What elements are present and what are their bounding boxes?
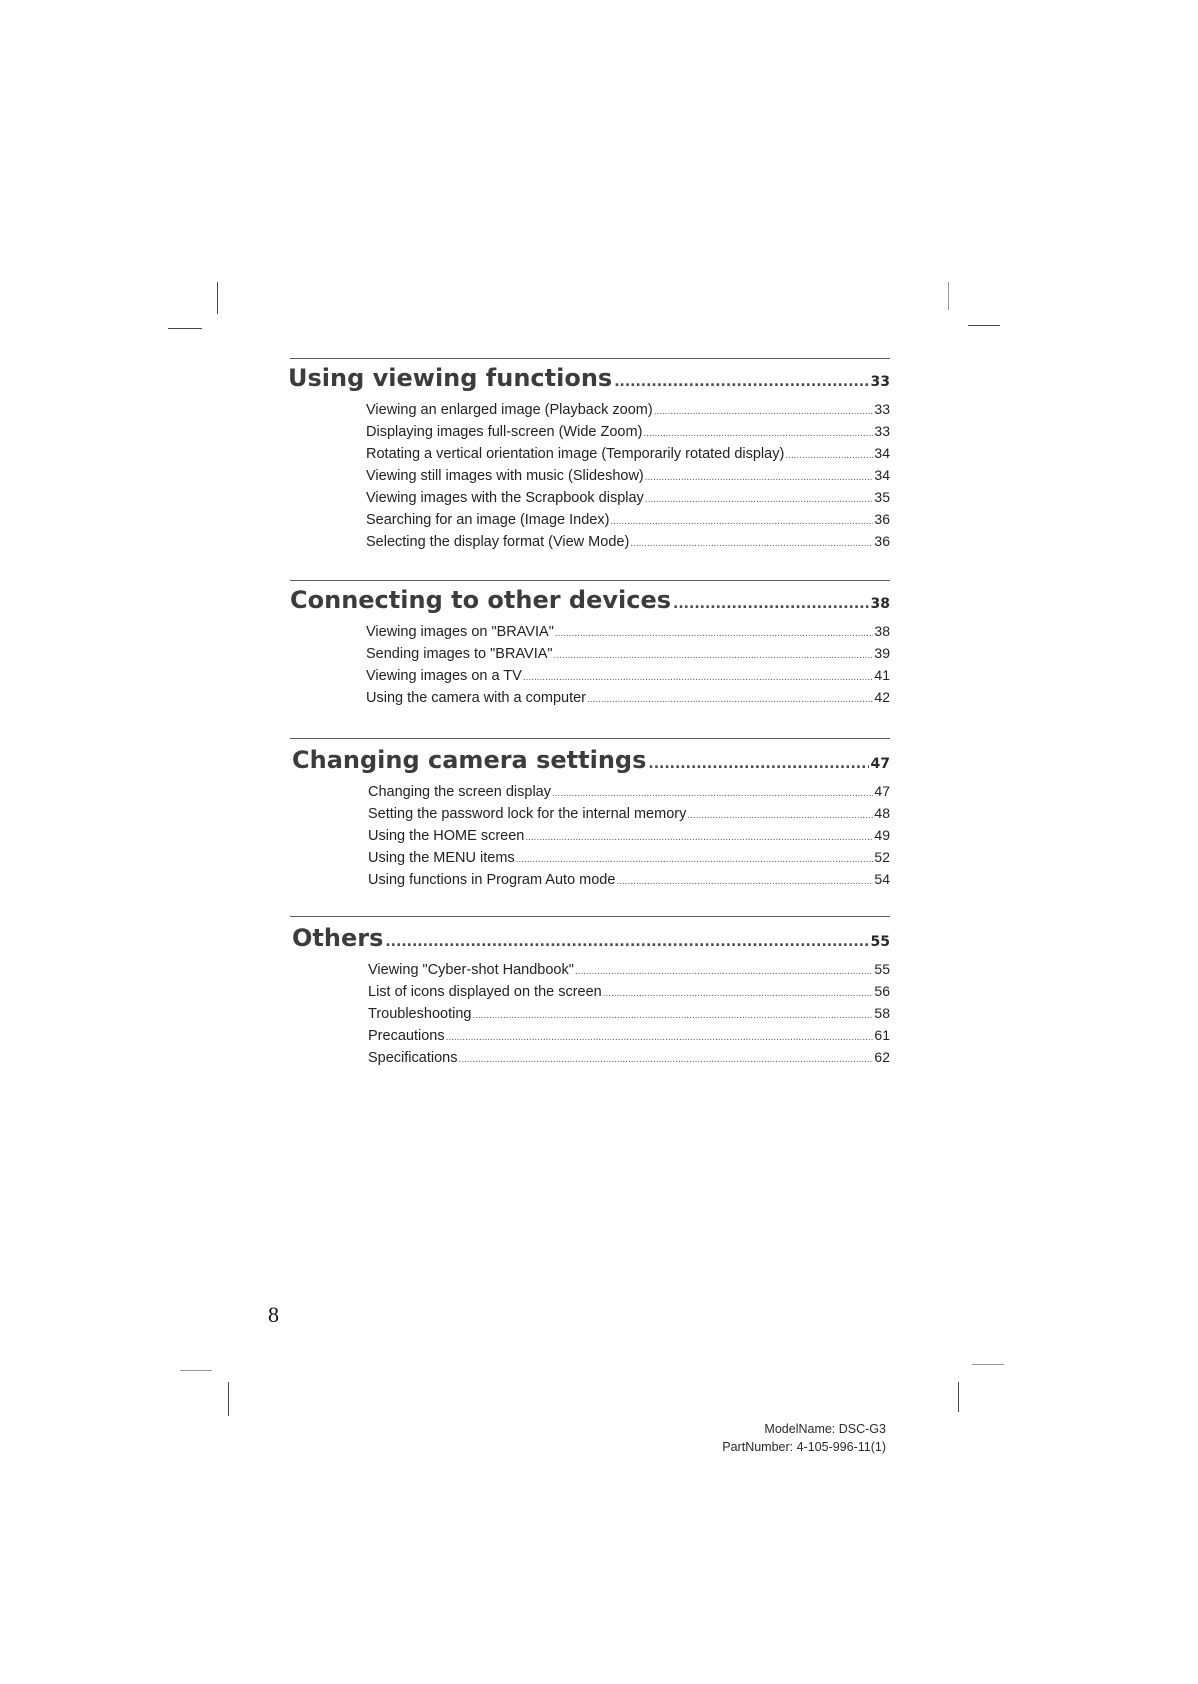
entry-label: List of icons displayed on the screen <box>368 984 602 1000</box>
entry-label: Selecting the display format (View Mode) <box>366 534 630 550</box>
print-footer <box>722 1420 886 1456</box>
crop-mark-bottom-right-horizontal <box>972 1364 1004 1365</box>
section-entries <box>368 780 890 890</box>
toc-entry[interactable] <box>368 1002 890 1024</box>
toc-entry[interactable] <box>366 420 890 442</box>
toc-entry[interactable] <box>368 958 890 980</box>
leader-dots <box>523 667 874 689</box>
entry-label: Setting the password lock for the internal memory <box>368 806 687 822</box>
toc-entry[interactable] <box>368 868 890 890</box>
toc-entry[interactable] <box>366 398 890 420</box>
toc-entry[interactable] <box>366 442 890 464</box>
entry-label: Viewing "Cyber-shot Handbook" <box>368 962 574 978</box>
entry-page: 34 <box>874 445 890 461</box>
entry-page: 49 <box>874 827 890 843</box>
leader-dots <box>687 805 873 827</box>
section-rule <box>290 580 890 581</box>
crop-mark-top-right-horizontal <box>968 325 1000 326</box>
leader-dots <box>630 533 873 555</box>
entry-label: Using the HOME screen <box>368 828 525 844</box>
entry-label: Changing the screen display <box>368 784 551 800</box>
leader-dots <box>587 689 873 711</box>
entry-page: 41 <box>874 667 890 683</box>
leader-dots <box>555 623 874 645</box>
entry-label: Using the MENU items <box>368 850 515 866</box>
entry-label: Viewing images on a TV <box>366 668 522 684</box>
toc-entry[interactable] <box>368 824 890 846</box>
entry-label: Viewing an enlarged image (Playback zoom) <box>366 402 653 418</box>
section-heading[interactable] <box>288 364 890 392</box>
entry-page: 48 <box>874 805 890 821</box>
entry-label: Displaying images full-screen (Wide Zoom) <box>366 424 643 440</box>
crop-mark-bottom-left-horizontal <box>180 1370 212 1371</box>
entry-page: 42 <box>874 689 890 705</box>
leader-dots <box>446 1027 874 1049</box>
toc-entry[interactable] <box>368 980 890 1002</box>
toc-section-settings <box>290 738 890 898</box>
entry-label: Viewing images on "BRAVIA" <box>366 624 554 640</box>
toc-section-viewing <box>290 358 890 558</box>
entry-page: 52 <box>874 849 890 865</box>
section-rule <box>290 358 890 359</box>
entry-label: Using the camera with a computer <box>366 690 587 706</box>
section-rule <box>290 738 890 739</box>
leader-dots <box>472 1005 873 1027</box>
section-page: 33 <box>870 374 890 390</box>
entry-page: 36 <box>874 511 890 527</box>
leader-dots <box>603 983 874 1005</box>
section-heading[interactable] <box>292 924 890 952</box>
leader-dots <box>616 871 873 893</box>
entry-label: Rotating a vertical orientation image (Temporarily rotated display) <box>366 446 785 462</box>
entry-page: 33 <box>874 423 890 439</box>
toc-entry[interactable] <box>366 530 890 552</box>
entry-page: 38 <box>874 623 890 639</box>
toc-entry[interactable] <box>368 1024 890 1046</box>
leader-dots <box>552 783 873 805</box>
crop-mark-top-right-vertical <box>948 282 949 310</box>
toc-entry[interactable] <box>366 508 890 530</box>
leader-dots <box>385 934 868 950</box>
entry-page: 34 <box>874 467 890 483</box>
entry-page: 33 <box>874 401 890 417</box>
leader-dots <box>610 511 873 533</box>
leader-dots <box>643 423 873 445</box>
section-heading[interactable] <box>290 586 890 614</box>
leader-dots <box>575 961 874 983</box>
section-rule <box>290 916 890 917</box>
entry-page: 55 <box>874 961 890 977</box>
crop-mark-top-left-horizontal <box>168 328 202 329</box>
crop-mark-bottom-right-vertical <box>958 1382 959 1412</box>
section-title: Changing camera settings <box>292 746 647 774</box>
model-name: ModelName: DSC-G3 <box>764 1422 886 1436</box>
toc-entry[interactable] <box>366 486 890 508</box>
entry-label: Viewing still images with music (Slideshow) <box>366 468 644 484</box>
section-page: 55 <box>870 934 890 950</box>
crop-mark-bottom-left-vertical <box>228 1382 229 1416</box>
section-entries <box>368 958 890 1068</box>
entry-page: 61 <box>874 1027 890 1043</box>
toc-entry[interactable] <box>366 464 890 486</box>
entry-page: 35 <box>874 489 890 505</box>
section-entries <box>366 620 890 708</box>
leader-dots <box>785 445 873 467</box>
leader-dots <box>673 596 868 612</box>
section-page: 47 <box>870 756 890 772</box>
entry-page: 56 <box>874 983 890 999</box>
part-number: PartNumber: 4-105-996-11(1) <box>722 1440 886 1454</box>
leader-dots <box>645 489 874 511</box>
section-title: Others <box>292 924 384 952</box>
entry-label: Sending images to "BRAVIA" <box>366 646 553 662</box>
entry-label: Precautions <box>368 1028 445 1044</box>
toc-entry[interactable] <box>368 846 890 868</box>
section-heading[interactable] <box>292 746 890 774</box>
toc-entry[interactable] <box>368 802 890 824</box>
leader-dots <box>614 374 868 390</box>
leader-dots <box>645 467 874 489</box>
leader-dots <box>516 849 874 871</box>
crop-mark-top-left-vertical <box>217 282 218 314</box>
entry-page: 62 <box>874 1049 890 1065</box>
entry-label: Using functions in Program Auto mode <box>368 872 616 888</box>
toc-entry[interactable] <box>366 686 890 708</box>
entry-page: 54 <box>874 871 890 887</box>
page-number: 8 <box>268 1302 279 1327</box>
entry-page: 58 <box>874 1005 890 1021</box>
leader-dots <box>458 1049 873 1071</box>
toc-section-connecting <box>290 580 890 720</box>
leader-dots <box>554 645 874 667</box>
toc-entry[interactable] <box>368 780 890 802</box>
entry-label: Searching for an image (Image Index) <box>366 512 610 528</box>
entry-page: 47 <box>874 783 890 799</box>
section-title: Connecting to other devices <box>290 586 672 614</box>
section-page: 38 <box>870 596 890 612</box>
section-entries <box>366 398 890 552</box>
section-title: Using viewing functions <box>288 364 613 392</box>
entry-label: Troubleshooting <box>368 1006 472 1022</box>
leader-dots <box>525 827 873 849</box>
leader-dots <box>654 401 874 423</box>
toc-entry[interactable] <box>368 1046 890 1068</box>
entry-page: 39 <box>874 645 890 661</box>
entry-page: 36 <box>874 533 890 549</box>
toc-entry[interactable] <box>366 620 890 642</box>
entry-label: Viewing images with the Scrapbook display <box>366 490 644 506</box>
toc-section-others <box>290 916 890 1076</box>
toc-entry[interactable] <box>366 664 890 686</box>
toc-entry[interactable] <box>366 642 890 664</box>
entry-label: Specifications <box>368 1050 458 1066</box>
leader-dots <box>648 756 868 772</box>
